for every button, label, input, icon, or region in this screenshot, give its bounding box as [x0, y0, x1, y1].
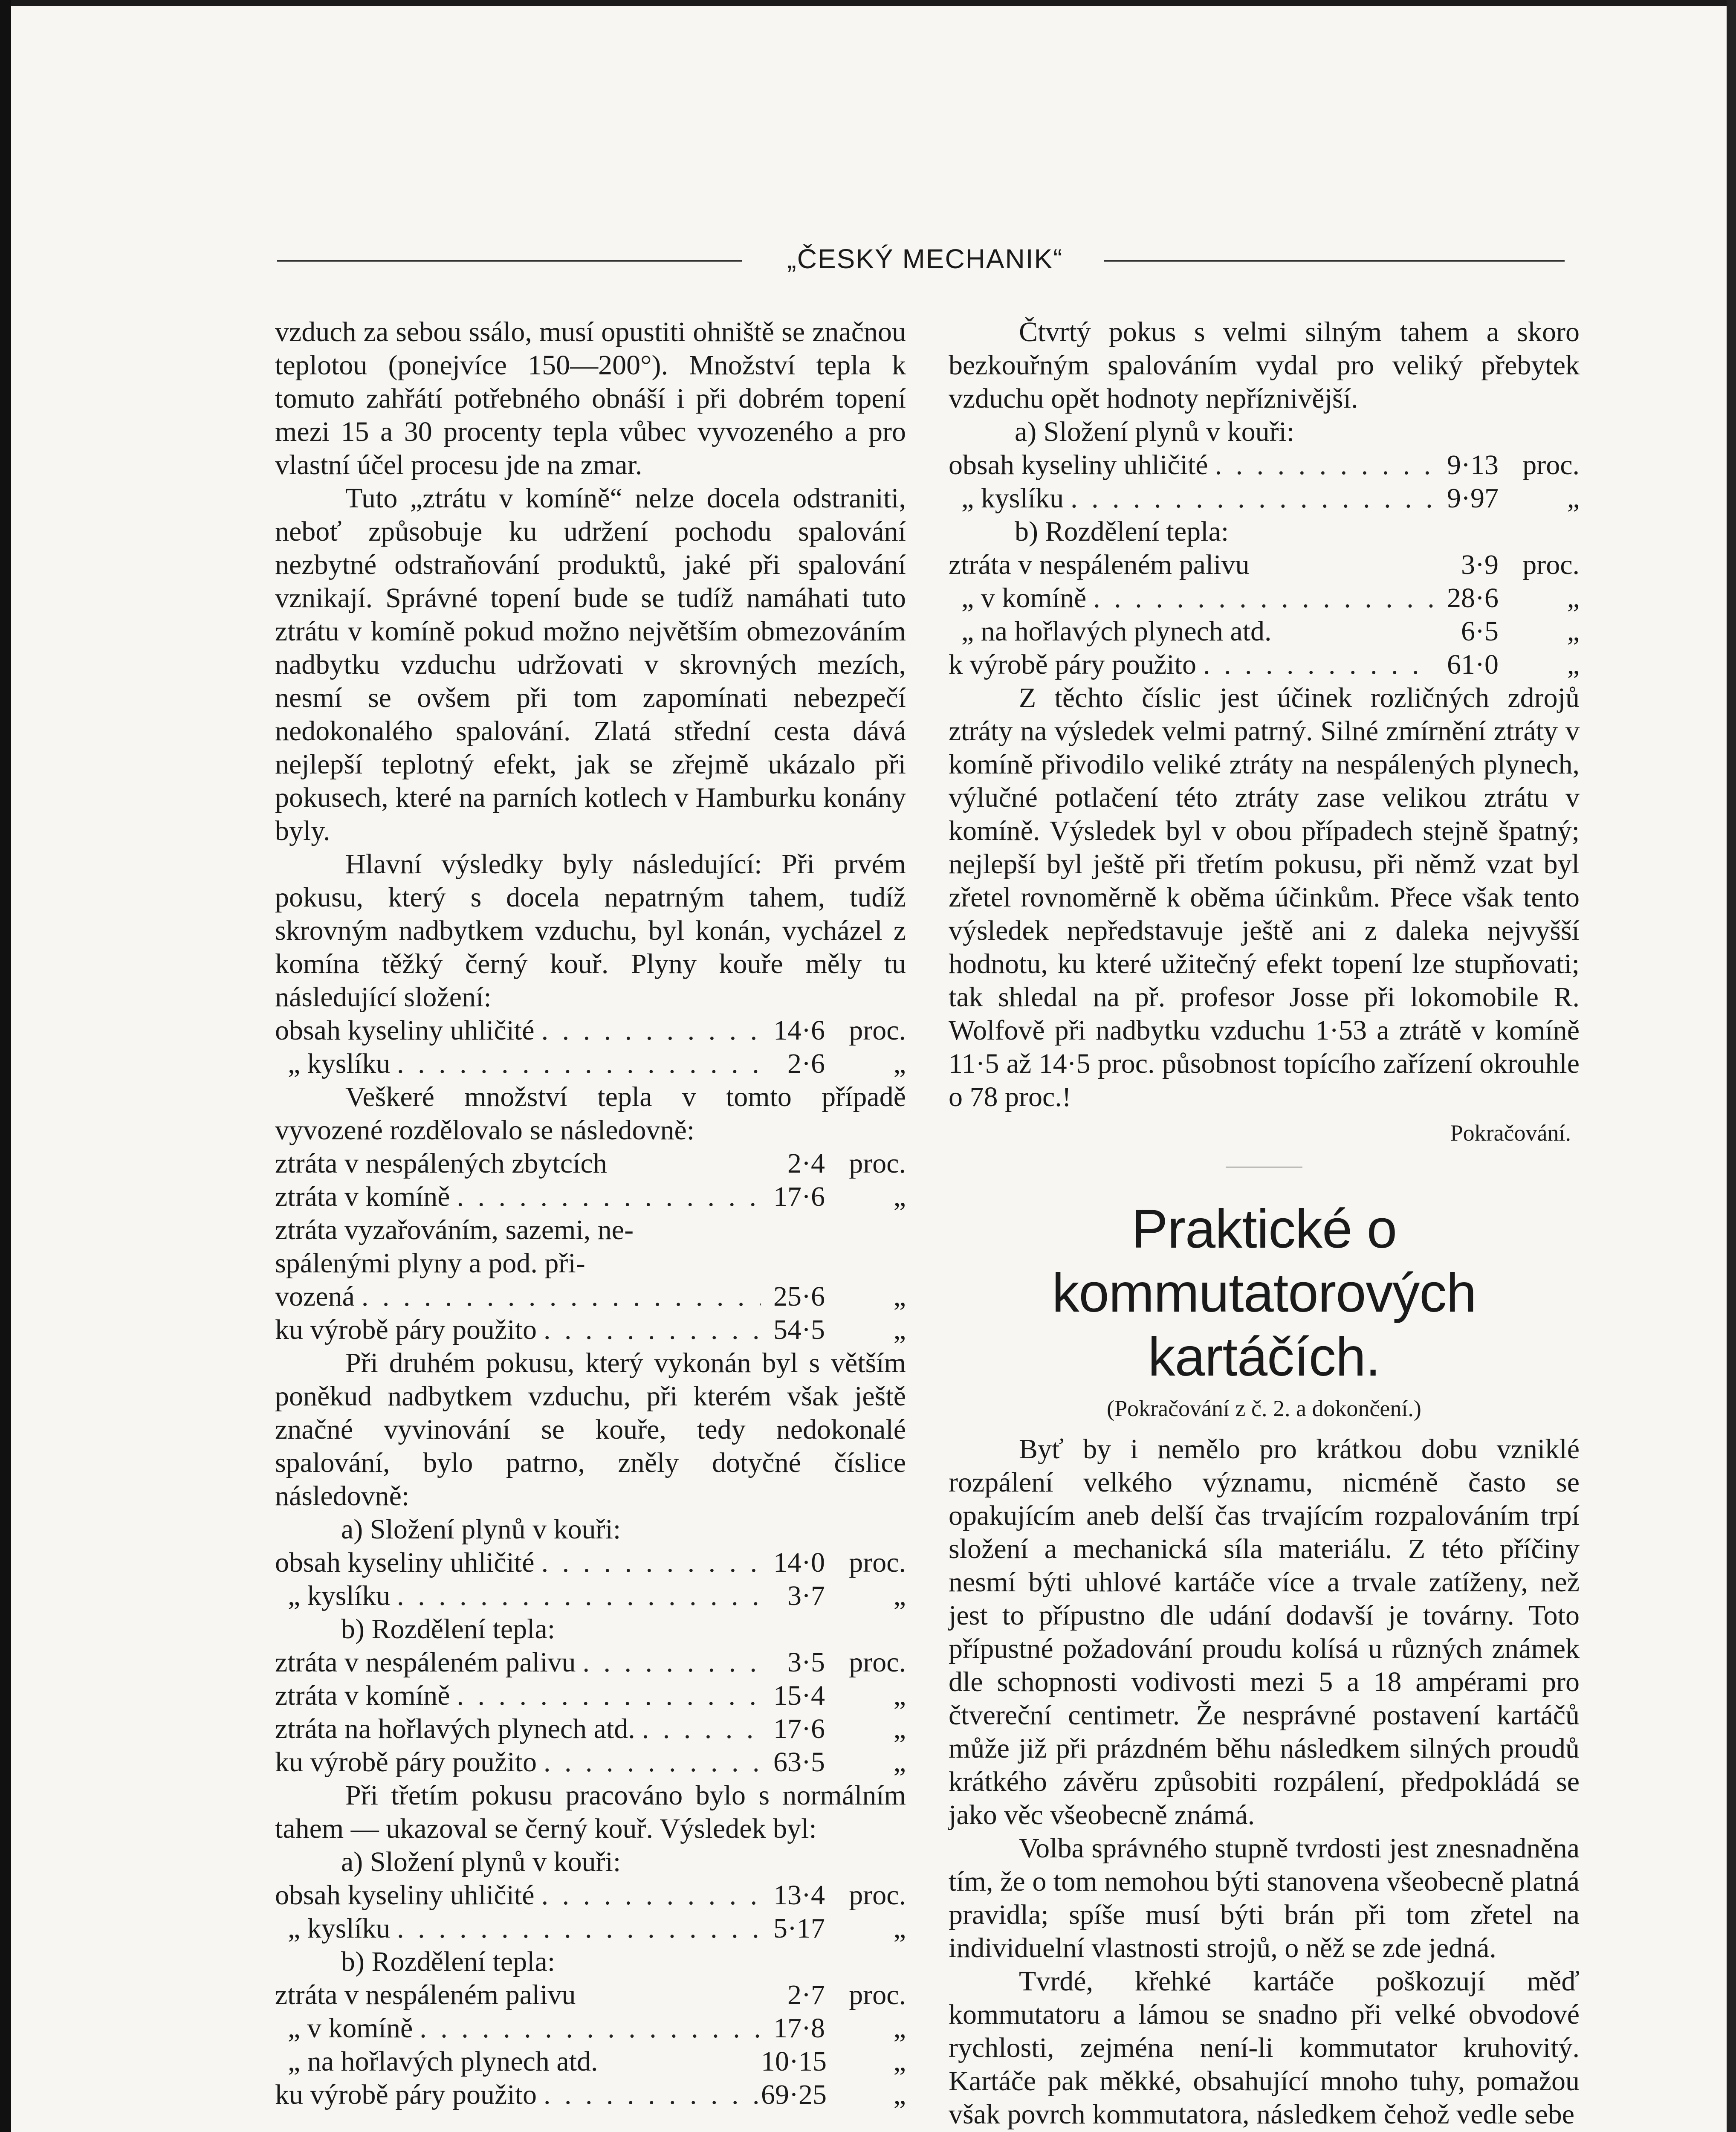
row-value: 3·7 — [787, 1580, 825, 1611]
article-subtitle: (Pokračování z č. 2. a dokončení.) — [1107, 1396, 1421, 1421]
paragraph: Při třetím pokusu pracováno bylo s normálním tahem — ukazoval se černý kouř. Výsledek byl: — [275, 1780, 906, 1844]
right-column — [949, 316, 1580, 2131]
row-label: „ na hořlavých plynech atd. — [961, 616, 1272, 647]
paragraph: Z těchto číslic jest účinek rozličných zdrojů ztráty na výsledek velmi patrný. Silné zmírnění ztráty v komíně přivodilo veliké ztráty na nespálených plynech, výlučné potlačení této ztráty zase velikou ztrátu v komíně. Výsledek byl v obou případech stejně špatný; nejlepší byl ještě při třetím pokusu, při němž vzat byl zřetel rovnoměrně k oběma účinkům. Přece však tento výsledek nepředstavuje ještě ani z daleka nejvyšší hodnotu, ku které užitečný efekt topení lze stupňovati; tak shledal na př. profesor Josse při lokomobile R. Wolfově při nadbytku vzduchu 1·53 a ztrátě v komíně 11·5 až 14·5 proc. působnost topícího zařízení okrouhle o 78 proc.! — [949, 682, 1580, 1112]
table-row — [949, 449, 1580, 482]
paragraph: Volba správného stupně tvrdosti jest znesnadněna tím, že o tom nemohou býti stanovena všeobecně platná pravidla; spíše musí býti brán při tom zřetel na individuelní vlastnosti strojů, o něž se zde jedná. — [949, 1833, 1580, 1964]
table-row — [275, 1712, 906, 1746]
row-value: 17·6 — [773, 1713, 825, 1744]
scan-left-edge — [0, 0, 11, 2132]
table-row — [275, 1180, 906, 1214]
row-label: „ kyslíku — [288, 1048, 391, 1079]
table-row — [949, 648, 1580, 681]
table-row — [275, 1147, 906, 1180]
table-row — [275, 1546, 906, 1579]
row-unit: „ — [893, 2013, 906, 2044]
row-value: 3·5 — [787, 1647, 825, 1678]
row-value: 2·7 — [787, 1979, 825, 2010]
row-value: 17·8 — [773, 2013, 825, 2044]
row-label: obsah kyseliny uhličité — [949, 449, 1208, 481]
section-heading: a) Složení plynů v kouři: — [1015, 416, 1295, 447]
row-label: obsah kyseliny uhličité — [275, 1015, 535, 1046]
table-row — [949, 482, 1580, 515]
row-label: „ kyslíku — [288, 1913, 391, 1944]
row-unit: „ — [893, 1314, 906, 1345]
row-unit: „ — [893, 2079, 906, 2110]
row-value: 17·6 — [773, 1181, 825, 1212]
row-unit: „ — [893, 1281, 906, 1312]
row-value: 6·5 — [1461, 616, 1499, 647]
table-row — [275, 1879, 906, 1912]
table-row — [949, 548, 1580, 582]
table-row — [275, 2012, 906, 2045]
row-unit: „ — [893, 1580, 906, 1611]
row-label: „ v komíně — [961, 582, 1087, 614]
table-row — [275, 1912, 906, 1945]
row-value: 2·4 — [787, 1148, 825, 1179]
row-label: obsah kyseliny uhličité — [275, 1547, 535, 1578]
row-unit: proc. — [1522, 449, 1580, 481]
row-label: ku výrobě páry použito — [275, 2079, 537, 2110]
paragraph: Veškeré množství tepla v tomto případě vyvozené rozdělovalo se následovně: — [275, 1081, 906, 1146]
row-unit: „ — [893, 1680, 906, 1711]
paragraph: Hlavní výsledky byly následující: Při prvém pokusu, který s docela nepatrným tahem, tudíž skrovným nadbytkem vzduchu, byl konán, vycházel z komína těžký černý kouř. Plyny kouře měly tu následující složení: — [275, 849, 906, 1013]
row-unit: proc. — [849, 1015, 906, 1046]
row-label: „ na hořlavých plynech atd. — [288, 2046, 598, 2077]
row-unit: „ — [893, 2046, 906, 2077]
paragraph: Při druhém pokusu, který vykonán byl s větším poněkud nadbytkem vzduchu, při kterém však ještě značné vyvinování se kouře, tedy nedokonalé spalování, bylo patrno, zněly dotyčné číslice následovně: — [275, 1347, 906, 1512]
row-unit: proc. — [849, 1647, 906, 1678]
table-row — [275, 1978, 906, 2012]
journal-title: „ČESKÝ MECHANIK“ — [787, 243, 1063, 274]
row-unit: proc. — [1522, 549, 1580, 580]
row-value: 61·0 — [1447, 649, 1499, 680]
row-label: ztráta v nespáleném palivu — [275, 1647, 576, 1678]
table-row — [275, 2045, 906, 2078]
row-unit: „ — [893, 1747, 906, 1778]
paragraph: Tuto „ztrátu v komíně“ nelze docela odstraniti, neboť způsobuje ku udržení pochodu spalování nezbytné odstraňování produktů, jaké při spalování vznikají. Správné topení bude se tudíž namáhati tuto ztrátu v komíně pokud možno největším obmezováním nadbytku vzduchu udržovati v skrovných mezích, nesmí se ovšem při tom zapomínati nebezpečí nedokonalého spalování. Zlatá střední cesta dává nejlepší teplotný efekt, jak se zřejmě ukázalo při pokusech, které na parních kotlech v Hamburku konány byly. — [275, 483, 906, 846]
row-value: 14·0 — [773, 1547, 825, 1578]
row-label: ztráta v nespálených zbytcích — [275, 1148, 607, 1179]
section-heading: a) Složení plynů v kouři: — [341, 1514, 621, 1545]
row-unit: „ — [1567, 649, 1580, 680]
row-unit: „ — [1567, 616, 1580, 647]
row-label: ztráta na hořlavých plynech atd. — [275, 1713, 635, 1744]
table-row — [275, 1579, 906, 1613]
table-row — [275, 1313, 906, 1347]
table-row — [275, 1014, 906, 1047]
row-label: ztráta v nespáleném palivu — [275, 1979, 576, 2010]
scan-top-edge — [0, 0, 1736, 6]
running-header — [277, 243, 1582, 281]
table-row — [275, 1047, 906, 1080]
row-unit: „ — [1567, 582, 1580, 614]
table-row — [275, 1280, 906, 1313]
row-value: 9·97 — [1447, 483, 1499, 514]
row-unit: „ — [1567, 483, 1580, 514]
row-value: 69·25 — [761, 2079, 827, 2110]
row-label-line: spálenými plyny a pod. při- — [275, 1248, 585, 1279]
section-heading: b) Rozdělení tepla: — [1015, 516, 1229, 547]
row-value: 3·9 — [1461, 549, 1499, 580]
paragraph: vzduch za sebou ssálo, musí opustiti ohniště se značnou teplotou (ponejvíce 150—200°). Množství tepla k tomuto zahřátí potřebného obnáší i při dobrém topení mezi 15 a 30 procenty tepla vůbec vyvozeného a pro vlastní účel procesu jde na zmar. — [275, 316, 906, 481]
row-label-line: ztráta vyzařováním, sazemi, ne- — [275, 1214, 634, 1246]
row-value: 28·6 — [1447, 582, 1499, 614]
row-value: 10·15 — [761, 2046, 827, 2077]
table-row — [949, 615, 1580, 648]
row-unit: „ — [893, 1048, 906, 1079]
table-row — [275, 1679, 906, 1712]
row-value: 13·4 — [773, 1880, 825, 1911]
row-value: 54·5 — [773, 1314, 825, 1345]
section-heading: a) Složení plynů v kouři: — [341, 1846, 621, 1877]
row-value: 5·17 — [773, 1913, 825, 1944]
row-label: „ kyslíku — [961, 483, 1064, 514]
row-value: 15·4 — [773, 1680, 825, 1711]
row-label: ku výrobě páry použito — [275, 1314, 537, 1345]
header-rule-left — [277, 260, 742, 262]
continuation-note: Pokračování. — [1450, 1120, 1571, 1146]
row-value: 63·5 — [773, 1747, 825, 1778]
row-unit: proc. — [849, 1880, 906, 1911]
row-unit: proc. — [849, 1148, 906, 1179]
table-row — [275, 1646, 906, 1679]
row-unit: proc. — [849, 1979, 906, 2010]
row-value: 9·13 — [1447, 449, 1499, 481]
left-column — [275, 316, 906, 2112]
row-label: vozená — [275, 1281, 355, 1312]
row-label: ztráta v komíně — [275, 1680, 450, 1711]
paragraph: Tvrdé, křehké kartáče poškozují měď kommutatoru a lámou se snadno při velké obvodové rychlosti, zejména není-li kommutator kruhovitý. Kartáče pak měkké, obsahující mnoho tuhy, pomažou však povrch kommutatora, následkem čehož vedle sebe — [949, 1966, 1580, 2130]
row-label: ztráta v komíně — [275, 1181, 450, 1212]
row-value: 14·6 — [773, 1015, 825, 1046]
section-heading: b) Rozdělení tepla: — [341, 1946, 556, 1977]
header-rule-right — [1104, 260, 1565, 262]
paragraph: Byť by i nemělo pro krátkou dobu vzniklé rozpálení velkého významu, nicméně často se opakujícím aneb delší čas trvajícím rozpalováním trpí složení a mechanická síla materiálu. Z této příčiny nesmí býti uhlové kartáče více a trvale zatíženy, než jest to přípustno dle udání dodavší je továrny. Toto přípustné požadování proudu kolísá u různých známek dle schopnosti vodivosti mezi 5 a 18 ampérami pro čtvereční centimetr. Že nesprávné postavení kartáčů může již při prázdném běhu následkem silných proudů krátkého závěru způsobiti rozpálení, předpokládá se jako věc všeobecně známá. — [949, 1434, 1580, 1831]
scan-right-edge — [1727, 0, 1736, 2132]
row-value: 2·6 — [787, 1048, 825, 1079]
section-heading: b) Rozdělení tepla: — [341, 1613, 556, 1645]
paragraph: Čtvrtý pokus s velmi silným tahem a skoro bezkouřným spalováním vydal pro veliký přebytek vzduchu opět hodnoty nepříznivější. — [949, 316, 1580, 414]
row-unit: „ — [893, 1913, 906, 1944]
article-title: Praktické o kommutatorových kartáčích. — [1052, 1199, 1476, 1388]
row-unit: „ — [893, 1713, 906, 1744]
row-label: ku výrobě páry použito — [275, 1747, 537, 1778]
row-label: ztráta v nespáleném palivu — [949, 549, 1250, 580]
row-unit: „ — [893, 1181, 906, 1212]
row-label: obsah kyseliny uhličité — [275, 1880, 535, 1911]
row-label: „ v komíně — [288, 2013, 413, 2044]
row-label: „ kyslíku — [288, 1580, 391, 1611]
table-row — [275, 1746, 906, 1779]
row-value: 25·6 — [773, 1281, 825, 1312]
row-unit: proc. — [849, 1547, 906, 1578]
table-row — [275, 2078, 906, 2112]
row-label: k výrobě páry použito — [949, 649, 1197, 680]
table-row — [949, 582, 1580, 615]
